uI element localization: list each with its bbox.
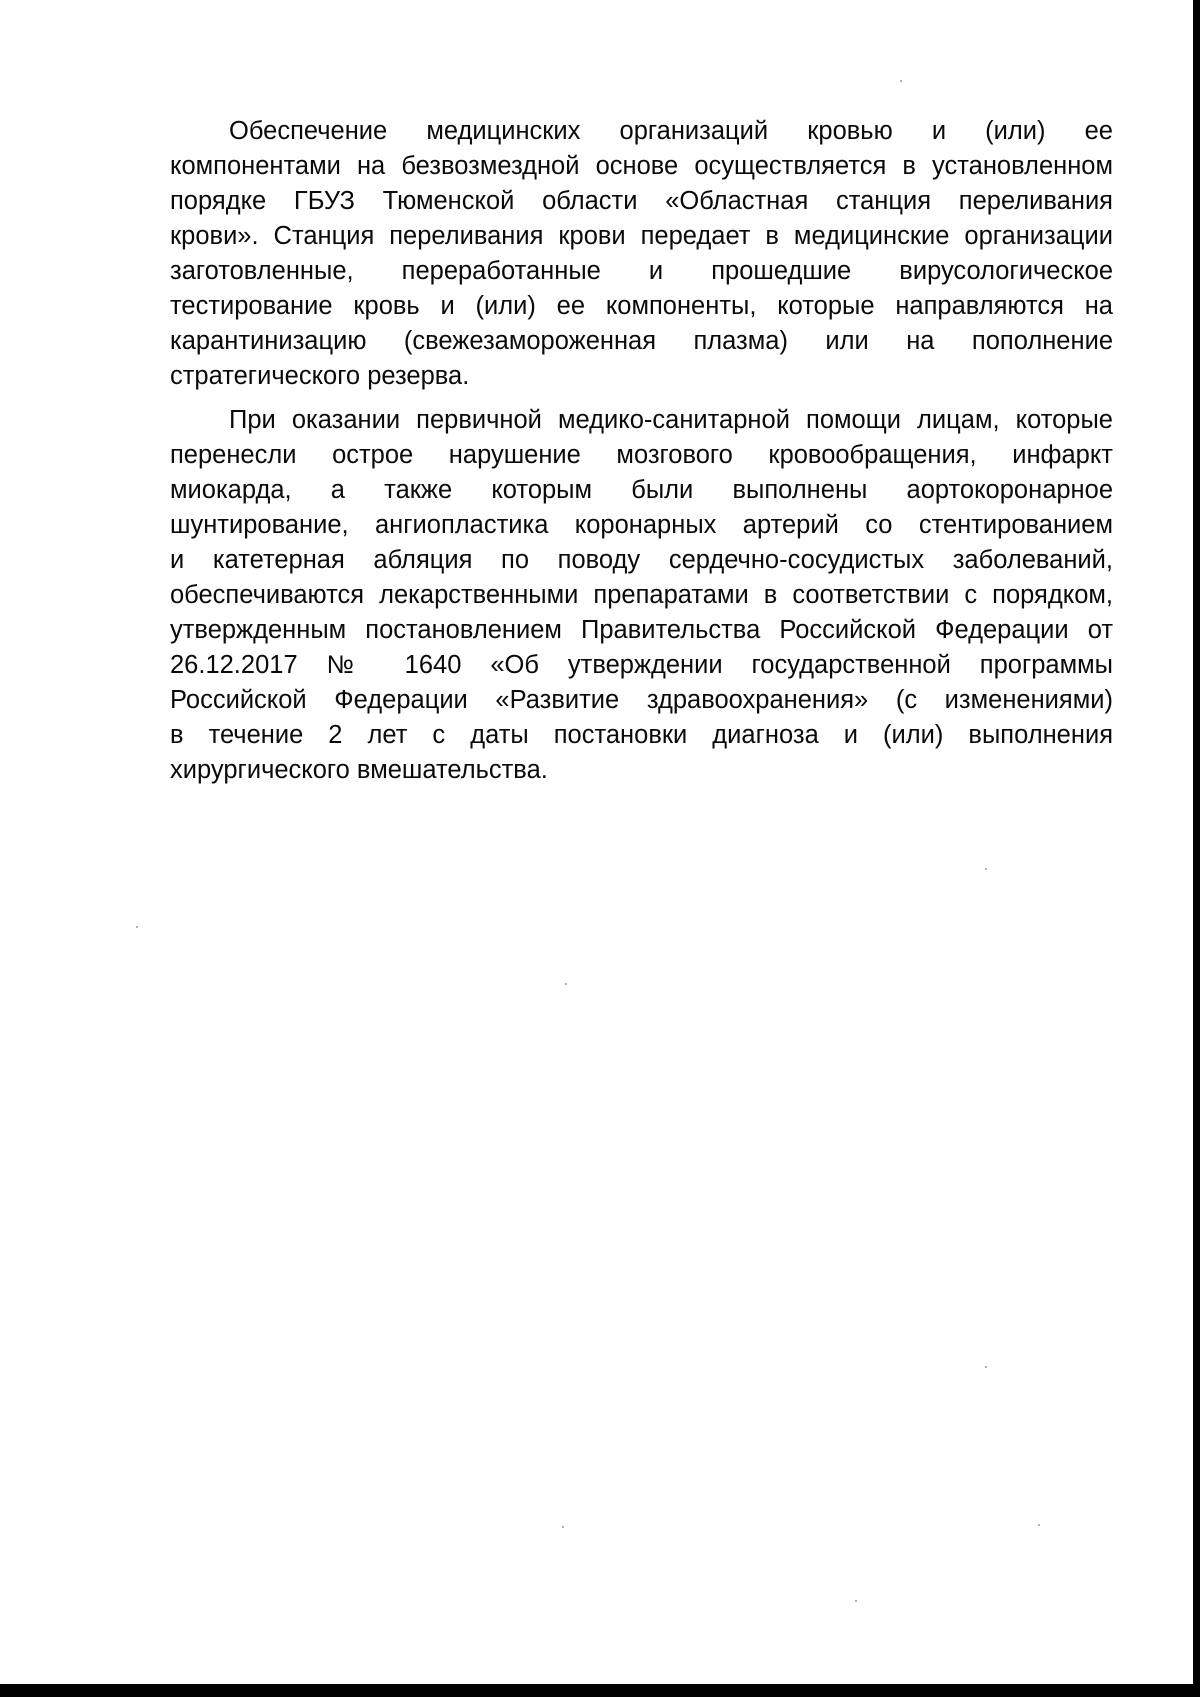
text-line: шунтирование, ангиопластика коронарных артерий со стентированием — [170, 511, 1113, 539]
scan-speck — [855, 1600, 857, 1602]
scan-speck — [985, 868, 987, 870]
text-line: порядке ГБУЗ Тюменской области «Областная станция переливания — [170, 187, 1113, 215]
scan-speck — [1038, 1524, 1040, 1526]
document-body — [170, 114, 1113, 797]
text-line: Российской Федерации «Развитие здравоохранения» (с изменениями) — [170, 686, 1113, 714]
text-line: При оказании первичной медико-санитарной помощи лицам, которые — [229, 406, 1113, 434]
scan-speck — [136, 926, 138, 928]
text-line: утвержденным постановлением Правительства Российской Федерации от — [170, 616, 1113, 644]
text-line: в течение 2 лет с даты постановки диагноза и (или) выполнения — [170, 721, 1113, 749]
scan-speck — [565, 983, 567, 985]
text-line: стратегического резерва. — [170, 362, 470, 390]
text-line: заготовленные, переработанные и прошедшие вирусологическое — [170, 257, 1113, 285]
scan-speck — [562, 1526, 564, 1528]
scan-border-bottom — [0, 1684, 1200, 1697]
scan-border-right — [1193, 0, 1200, 1697]
text-line: компонентами на безвозмездной основе осуществляется в установленном — [170, 152, 1113, 180]
text-line: карантинизацию (свежезамороженная плазма) или на пополнение — [170, 327, 1113, 355]
text-line: крови». Станция переливания крови передает в медицинские организации — [170, 222, 1113, 250]
scan-speck — [900, 80, 902, 82]
paragraph-blood-supply — [170, 114, 1113, 394]
text-line: хирургического вмешательства. — [170, 756, 548, 784]
text-line: 26.12.2017 № 1640 «Об утверждении государственной программы — [170, 651, 1113, 679]
text-line: миокарда, а также которым были выполнены аортокоронарное — [170, 476, 1113, 504]
text-line: перенесли острое нарушение мозгового кровообращения, инфаркт — [170, 441, 1113, 469]
text-line: тестирование кровь и (или) ее компоненты, которые направляются на — [170, 292, 1113, 320]
text-line: обеспечиваются лекарственными препаратами в соответствии с порядком, — [170, 581, 1113, 609]
text-line: Обеспечение медицинских организаций кровью и (или) ее — [229, 117, 1113, 145]
text-line: и катетерная абляция по поводу сердечно-сосудистых заболеваний, — [170, 546, 1113, 574]
scan-speck — [985, 1366, 987, 1368]
paragraph-primary-care-drugs — [170, 403, 1113, 788]
